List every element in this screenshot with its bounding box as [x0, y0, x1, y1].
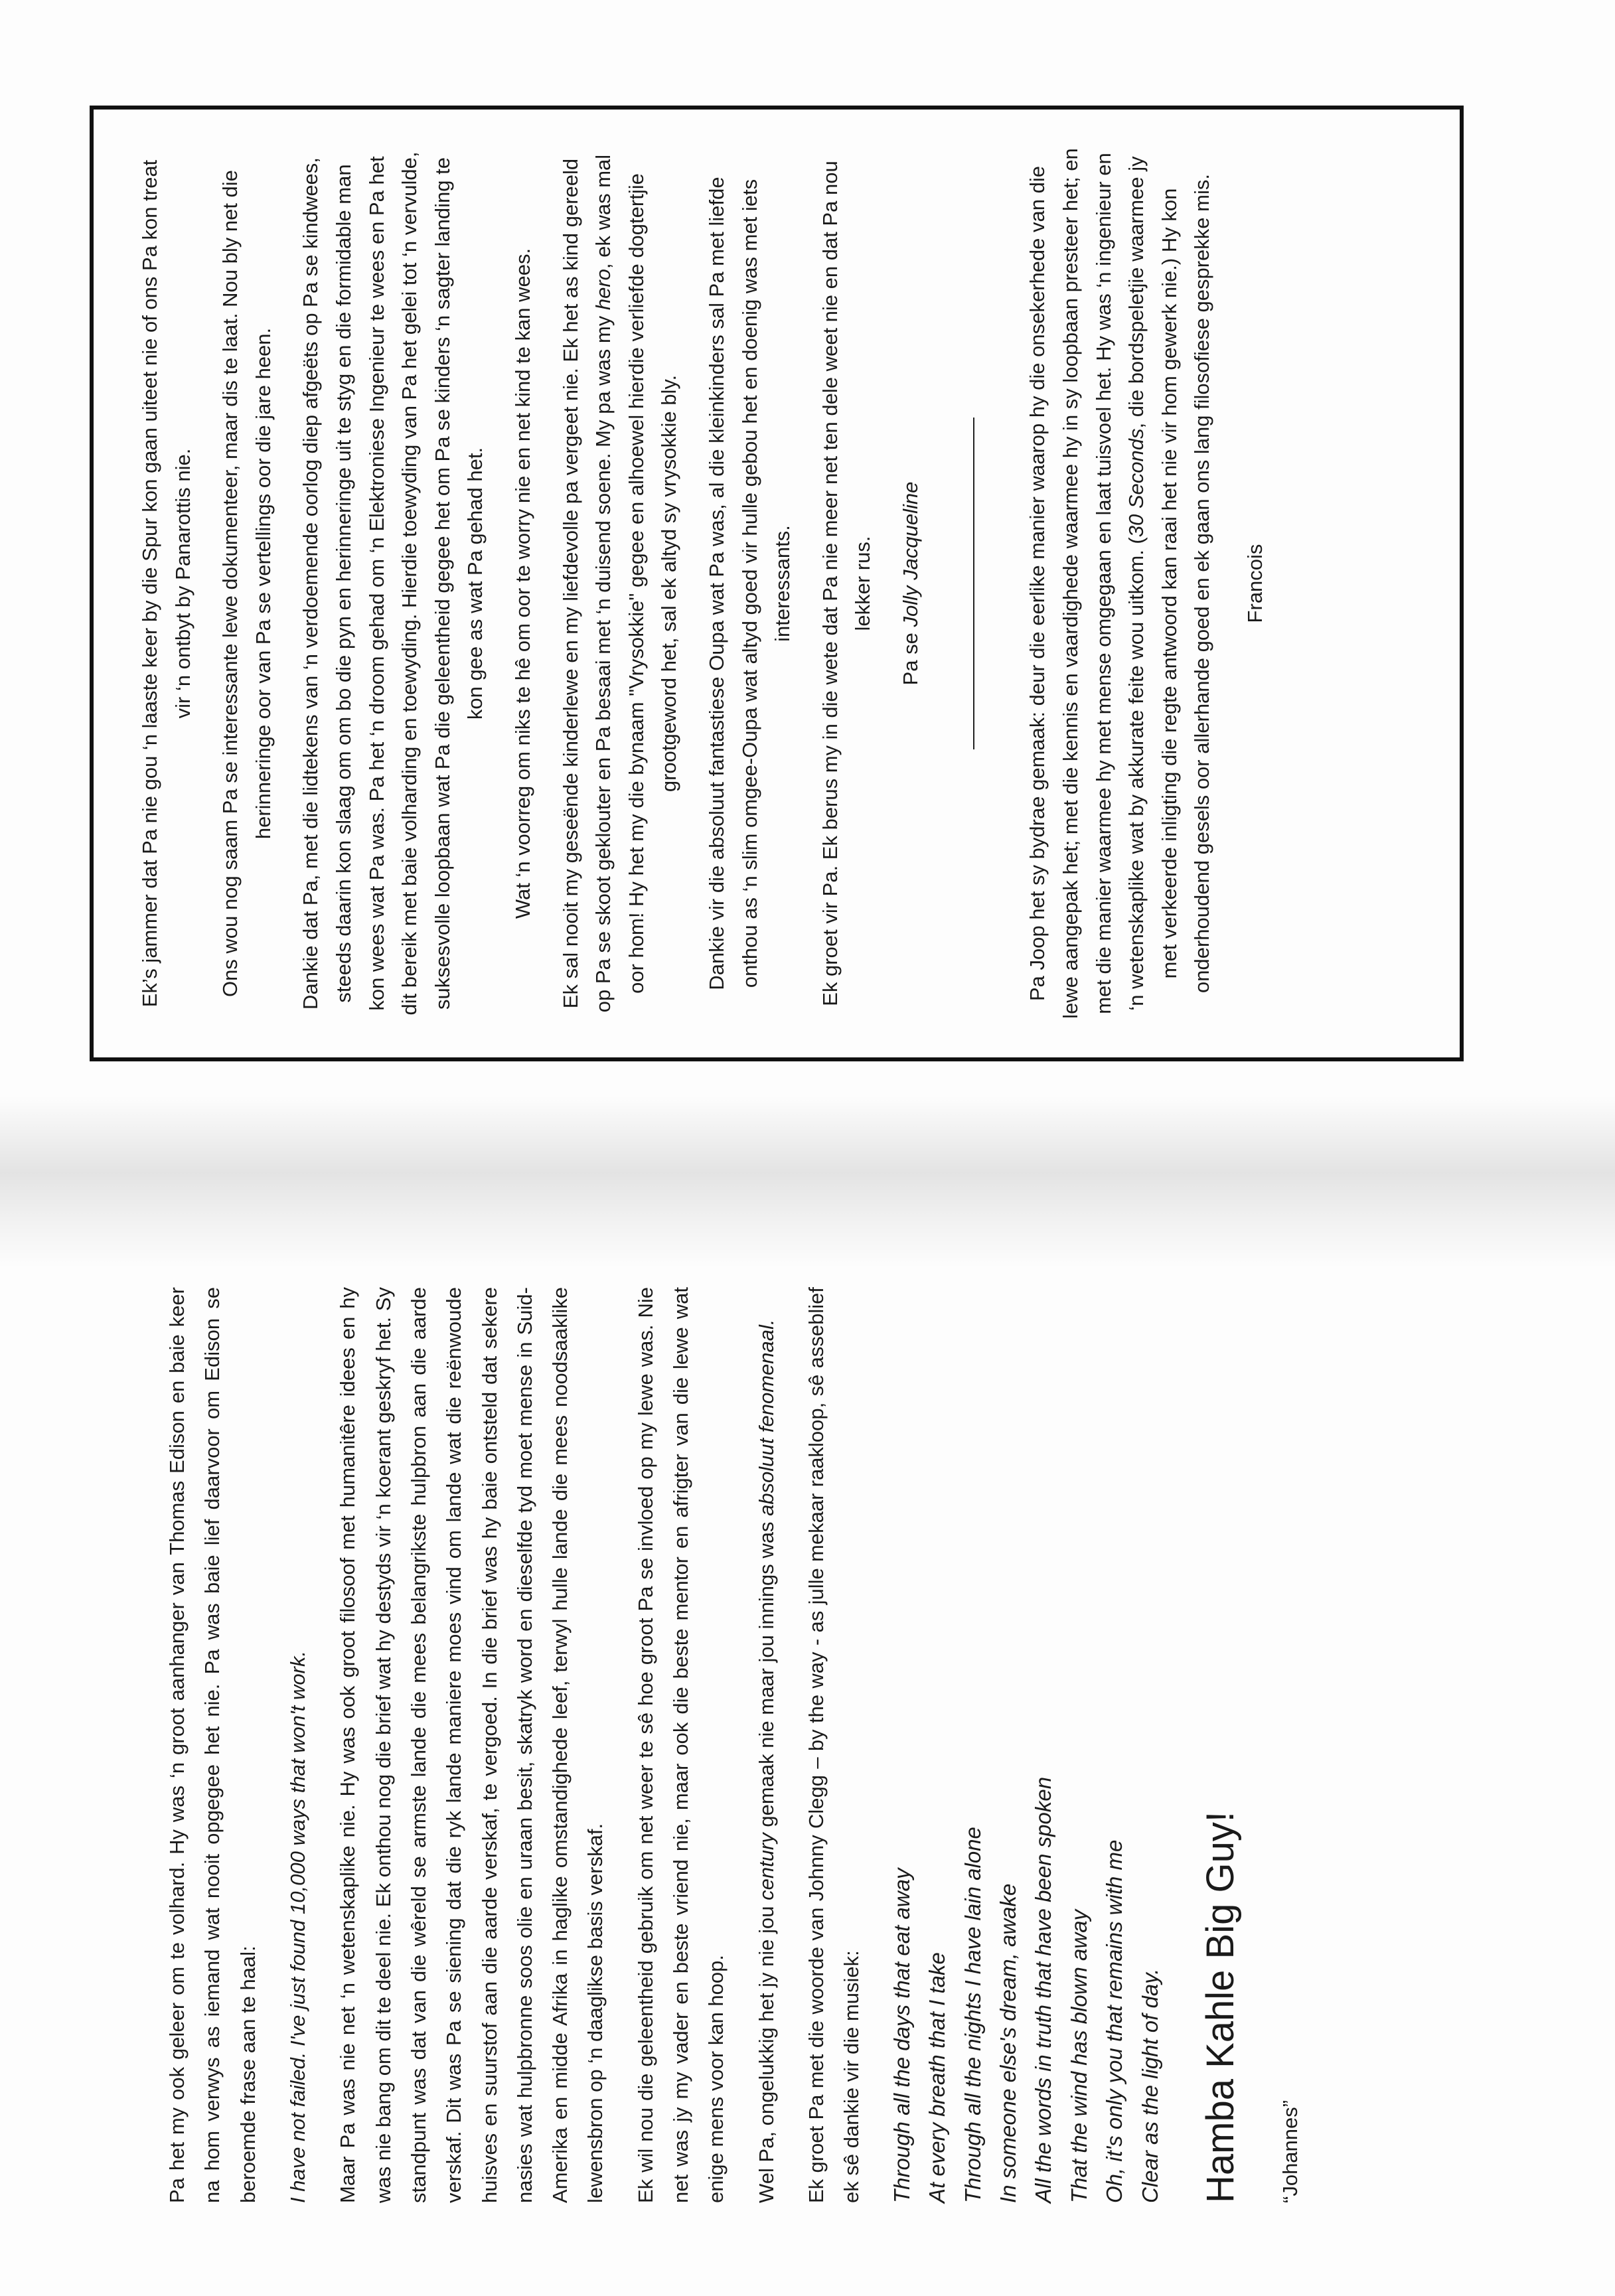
paragraph-document: Ons wou nog saam Pa se interessante lewe dokumenteer, maar dis te laat. Nou bly net die herinneringe oor van Pa se vertellings oor die jare heen.: [218, 170, 275, 997]
edison-quote: I have not failed. I've just found 10,000 ways that won't work.: [285, 1650, 309, 2203]
paragraph-clegg: Ek groet Pa met die woorde van Johnny Clegg – by the way - as julle mekaar raakloop, sê asseblief ek sê dankie vir die musiek:: [805, 1287, 864, 2203]
lyric-line: Through all the nights I have lain alone: [960, 1827, 985, 2203]
paragraph-century: Wel Pa, ongelukkig het jy nie jou century gemaak nie maar jou innings was absoluut fenomenaal.: [754, 1319, 778, 2203]
signature-francois: Francois: [1243, 544, 1267, 623]
lyric-line: In someone else's dream, awake: [995, 1883, 1020, 2203]
song-lyrics: [884, 1287, 1168, 2203]
paragraph-joop: Pa Joop het sy bydrae gemaak: deur die eerlike manier waarop hy die onsekerhede van die lewe aangepak het; met die kennis en vaardighede waarmee hy in sy loopbaan presteer het; en met die manier waarmee hy met mense omgegaan en laat tuisvoel het. Hy was ‘n ingenieur en ‘n wetenskaplike wat by akkurate feite wou uitkom. (30 Seconds, die bordspeletjie waarmee jy met verkeerde inligting die regte antwoord kan raai het nie vir hom gewerk nie.) Hy kon onderhoudend gesels oor allerhande goed en ek gaan ons lang filosofiese gesprekke mis.: [1026, 148, 1214, 1019]
farewell-heading: Hamba Kahle Big Guy!: [1199, 1811, 1243, 2203]
paragraph-dankie: Dankie dat Pa, met die lidtekens van ‘n verdoemende oorlog diep afgeëts op Pa se kindwees, steeds daarin kon slaag om om bo die pyn en herinneringe uit te styg en die formidable man kon wees wat Pa was. Pa het ‘n droom gehad om ‘n Elektroniese Ingenieur te wees en Pa het dit bereik met baie volharding en toewyding. Hierdie toewyding van Pa het gelei tot ‘n vervulde, suksesvolle loopbaan wat Pa die geleentheid gegee het om Pa se kinders ‘n sagter landing te kon gee as wat Pa gehad het.: [299, 151, 487, 1016]
paragraph-oupa: Dankie vir die absoluut fantastiese Oupa wat Pa was, al die kleinkinders sal Pa met liefde onthou as ‘n slim omgee-Oupa wat altyd goed vir hulle gebou het en doenig was met iets interessants.: [704, 177, 795, 990]
paragraph-philosopher: Maar Pa was nie net ‘n wetenskaplike nie. Hy was ook groot filosoof met humanitêre idees en hy was nie bang om dit te deel nie. Ek onthou nog die brief wat hy destyds vir ‘n koerant geskryf het. Sy standpunt was dat van die wêreld se armste lande die mees belangrikste hulpbron aan die aarde verskaf. Dit was Pa se siening dat die ryk lande maniere moes vind om lande wat die reënwoude huisves en suurstof aan die aarde verskaf, te vergoed. In die brief was hy baie ontsteld dat sekere nasies wat hulpbronne soos olie en uraan besit, skatryk word en dieselfde tyd moet mense in Suid-Amerika en midde Afrika in haglike omstandighede leef, terwyl hulle lande die mees noodsaaklike lewensbron op ‘n daaglikse basis verskaf.: [336, 1287, 607, 2203]
lyric-line: Clear as the light of day.: [1137, 1968, 1162, 2203]
divider-line: [973, 418, 974, 749]
paragraph-groet: Ek groet vir Pa. Ek berus my in die wete dat Pa nie meer net ten dele weet nie en dat Pa nou lekker rus.: [818, 161, 875, 1006]
left-page: [159, 1287, 1553, 2203]
lyric-line: All the words in truth that have been spoken: [1031, 1776, 1056, 2203]
paragraph-spur: Ek’s jammer dat Pa nie gou ‘n laaste keer by die Spur kon gaan uiteet nie of ons Pa kon treat vir ‘n ontbyt by Panarottis nie.: [138, 159, 194, 1008]
signature-johannes: “Johannes”: [1278, 2100, 1302, 2203]
lyric-line: That the wind has blown away: [1066, 1909, 1091, 2203]
paragraph-edison: Pa het my ook geleer om te volhard. Hy was ‘n groot aanhanger van Thomas Edison en baie keer na hom verwys as iemand wat nooit opgegee het nie. Pa was baie lief daarvoor om Edison se beroemde frase aan te haal:: [165, 1287, 260, 2203]
lyric-line: Through all the days that eat away: [889, 1868, 914, 2203]
right-page-box: [90, 106, 1464, 1061]
lyric-line: At every breath that I take: [925, 1952, 950, 2203]
paragraph-kinderlewe: Ek sal nooit my geseënde kinderlewe en my liefdevolle pa vergeet nie. Ek het as kind gereeld op Pa se skoot geklouter en Pa besaai met ‘n duisend soene. My pa was my hero, ek was mal oor hom! Hy het my die bynaam "Vrysokkie" gegee en alhoewel hierdie verliefde dogtertjie grootgeword het, sal ek altyd sy vrysokkie bly.: [558, 154, 681, 1013]
paragraph-voorreg: Wat ‘n voorreg om niks te hê om oor te worry nie en net kind te kan wees.: [510, 248, 534, 919]
lyric-line: Oh, it's only you that remains with me: [1102, 1839, 1127, 2203]
paragraph-influence: Ek wil nou die geleentheid gebruik om net weer te sê hoe groot Pa se invloed op my lewe was. Nie net was jy my vader en beste vriend nie, maar ook die beste mentor en afrigter van die lewe wat enige mens voor kan hoop.: [633, 1287, 728, 2203]
signature-jacqueline: Pa se Jolly Jacqueline: [898, 481, 922, 686]
